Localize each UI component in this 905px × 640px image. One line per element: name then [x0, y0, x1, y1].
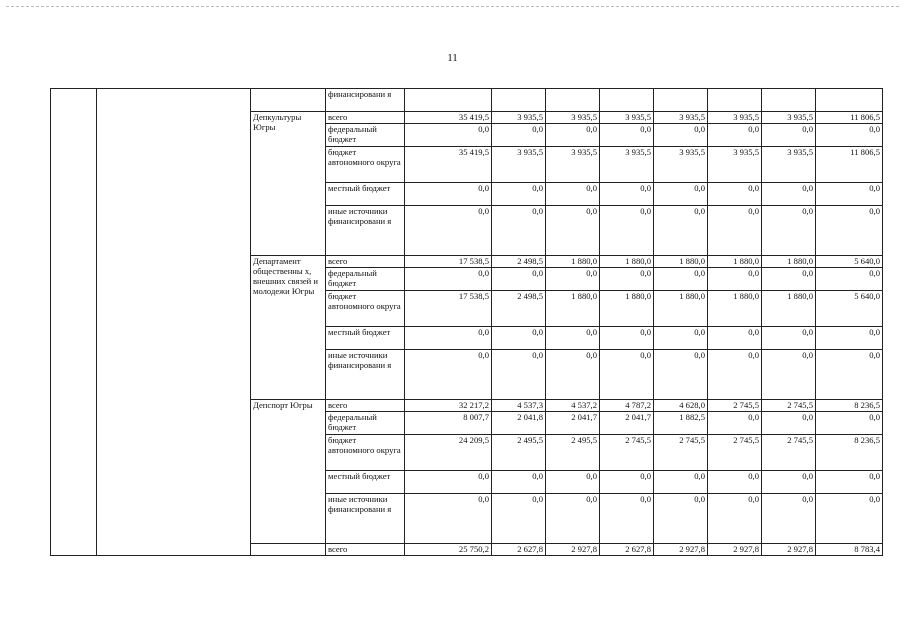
amount-cell: 0,0 [654, 350, 708, 400]
amount-cell: 0,0 [708, 327, 762, 350]
amount-cell: 35 419,5 [405, 112, 492, 124]
amount-cell: 0,0 [600, 327, 654, 350]
funding-source-label: бюджет автономного округа [326, 291, 405, 327]
funding-source-label: всего [326, 400, 405, 412]
amount-cell [546, 89, 600, 112]
funding-source-label: федеральный бюджет [326, 124, 405, 147]
empty-description-column [97, 89, 251, 556]
amount-cell: 0,0 [405, 350, 492, 400]
amount-cell: 0,0 [816, 183, 883, 206]
amount-cell: 1 880,0 [654, 256, 708, 268]
amount-cell: 11 806,5 [816, 112, 883, 124]
amount-cell: 0,0 [762, 183, 816, 206]
amount-cell: 25 750,2 [405, 544, 492, 556]
amount-cell: 0,0 [546, 494, 600, 544]
table-row [51, 89, 883, 112]
amount-cell: 0,0 [600, 268, 654, 291]
amount-cell: 2 495,5 [492, 435, 546, 471]
amount-cell: 2 745,5 [708, 400, 762, 412]
amount-cell: 2 498,5 [492, 256, 546, 268]
amount-cell: 3 935,5 [762, 112, 816, 124]
amount-cell: 24 209,5 [405, 435, 492, 471]
funding-source-label: федеральный бюджет [326, 412, 405, 435]
funding-source-label: бюджет автономного округа [326, 435, 405, 471]
amount-cell: 1 880,0 [708, 256, 762, 268]
amount-cell: 0,0 [546, 268, 600, 291]
amount-cell: 1 880,0 [762, 256, 816, 268]
amount-cell: 0,0 [762, 124, 816, 147]
amount-cell: 0,0 [708, 124, 762, 147]
amount-cell: 3 935,5 [708, 147, 762, 183]
amount-cell: 0,0 [816, 206, 883, 256]
amount-cell [600, 89, 654, 112]
amount-cell: 0,0 [546, 124, 600, 147]
amount-cell: 2 498,5 [492, 291, 546, 327]
funding-source-label: всего [326, 544, 405, 556]
amount-cell: 1 880,0 [708, 291, 762, 327]
funding-source-label: местный бюджет [326, 183, 405, 206]
amount-cell: 3 935,5 [600, 112, 654, 124]
amount-cell: 0,0 [708, 268, 762, 291]
amount-cell: 2 927,8 [762, 544, 816, 556]
amount-cell: 11 806,5 [816, 147, 883, 183]
amount-cell: 0,0 [762, 471, 816, 494]
amount-cell: 0,0 [405, 494, 492, 544]
amount-cell: 0,0 [600, 183, 654, 206]
amount-cell: 0,0 [762, 206, 816, 256]
funding-source-label: иные источники финансировани я [326, 494, 405, 544]
amount-cell: 2 495,5 [546, 435, 600, 471]
amount-cell: 0,0 [492, 327, 546, 350]
scan-top-edge [6, 6, 899, 7]
amount-cell: 4 787,2 [600, 400, 654, 412]
amount-cell: 4 537,3 [492, 400, 546, 412]
amount-cell: 8 007,7 [405, 412, 492, 435]
amount-cell: 0,0 [546, 471, 600, 494]
amount-cell: 2 927,8 [546, 544, 600, 556]
amount-cell: 0,0 [816, 124, 883, 147]
funding-source-label: финансировани я [326, 89, 405, 112]
amount-cell: 2 627,8 [492, 544, 546, 556]
funding-source-label: иные источники финансировани я [326, 206, 405, 256]
amount-cell: 0,0 [708, 350, 762, 400]
funding-source-label: федеральный бюджет [326, 268, 405, 291]
amount-cell: 4 537,2 [546, 400, 600, 412]
amount-cell: 3 935,5 [762, 147, 816, 183]
amount-cell: 5 640,0 [816, 291, 883, 327]
amount-cell: 8 783,4 [816, 544, 883, 556]
amount-cell: 0,0 [816, 268, 883, 291]
amount-cell: 0,0 [762, 268, 816, 291]
amount-cell [762, 89, 816, 112]
amount-cell: 0,0 [405, 268, 492, 291]
amount-cell: 2 745,5 [708, 435, 762, 471]
amount-cell: 0,0 [492, 494, 546, 544]
amount-cell: 0,0 [546, 206, 600, 256]
amount-cell [492, 89, 546, 112]
amount-cell: 0,0 [405, 471, 492, 494]
amount-cell: 0,0 [492, 471, 546, 494]
amount-cell: 0,0 [654, 494, 708, 544]
amount-cell: 0,0 [708, 183, 762, 206]
funding-source-label: всего [326, 112, 405, 124]
amount-cell: 17 538,5 [405, 291, 492, 327]
amount-cell: 0,0 [762, 350, 816, 400]
amount-cell: 0,0 [405, 183, 492, 206]
executor-cell: Департамент общественны х, внешних связей и молодежи Югры [251, 256, 326, 400]
amount-cell: 5 640,0 [816, 256, 883, 268]
amount-cell: 0,0 [492, 183, 546, 206]
amount-cell: 0,0 [816, 494, 883, 544]
amount-cell: 32 217,2 [405, 400, 492, 412]
budget-table [50, 88, 883, 556]
amount-cell: 0,0 [816, 327, 883, 350]
amount-cell: 0,0 [492, 350, 546, 400]
amount-cell: 3 935,5 [654, 147, 708, 183]
amount-cell: 2 745,5 [762, 400, 816, 412]
funding-source-label: иные источники финансировани я [326, 350, 405, 400]
amount-cell: 3 935,5 [708, 112, 762, 124]
executor-cell: Депспорт Югры [251, 400, 326, 544]
amount-cell: 2 041,8 [492, 412, 546, 435]
funding-source-label: местный бюджет [326, 471, 405, 494]
executor-cell [251, 89, 326, 112]
amount-cell: 0,0 [546, 327, 600, 350]
executor-cell: Депкультуры Югры [251, 112, 326, 256]
amount-cell: 0,0 [600, 494, 654, 544]
amount-cell: 1 882,5 [654, 412, 708, 435]
amount-cell: 8 236,5 [816, 400, 883, 412]
amount-cell: 0,0 [762, 494, 816, 544]
amount-cell: 0,0 [708, 206, 762, 256]
amount-cell: 0,0 [405, 124, 492, 147]
funding-source-label: местный бюджет [326, 327, 405, 350]
amount-cell [816, 89, 883, 112]
amount-cell: 0,0 [708, 494, 762, 544]
amount-cell: 0,0 [405, 327, 492, 350]
page-number: 11 [447, 52, 458, 64]
amount-cell: 3 935,5 [492, 147, 546, 183]
amount-cell: 0,0 [546, 183, 600, 206]
amount-cell: 1 880,0 [654, 291, 708, 327]
amount-cell: 0,0 [600, 471, 654, 494]
amount-cell: 1 880,0 [762, 291, 816, 327]
amount-cell: 2 927,8 [654, 544, 708, 556]
amount-cell: 0,0 [546, 350, 600, 400]
executor-cell [251, 544, 326, 556]
amount-cell: 3 935,5 [654, 112, 708, 124]
amount-cell: 0,0 [492, 268, 546, 291]
amount-cell: 0,0 [654, 206, 708, 256]
amount-cell: 2 745,5 [654, 435, 708, 471]
amount-cell: 2 745,5 [762, 435, 816, 471]
amount-cell: 0,0 [762, 412, 816, 435]
amount-cell: 2 041,7 [600, 412, 654, 435]
amount-cell: 3 935,5 [546, 112, 600, 124]
amount-cell: 0,0 [600, 124, 654, 147]
amount-cell: 8 236,5 [816, 435, 883, 471]
amount-cell: 2 627,8 [600, 544, 654, 556]
amount-cell: 3 935,5 [546, 147, 600, 183]
amount-cell: 0,0 [600, 206, 654, 256]
funding-source-label: всего [326, 256, 405, 268]
amount-cell [654, 89, 708, 112]
amount-cell: 0,0 [762, 327, 816, 350]
amount-cell: 1 880,0 [600, 291, 654, 327]
amount-cell: 2 745,5 [600, 435, 654, 471]
funding-source-label: бюджет автономного округа [326, 147, 405, 183]
amount-cell: 2 041,7 [546, 412, 600, 435]
amount-cell: 0,0 [816, 412, 883, 435]
amount-cell: 0,0 [492, 124, 546, 147]
amount-cell: 3 935,5 [492, 112, 546, 124]
amount-cell: 3 935,5 [600, 147, 654, 183]
amount-cell: 0,0 [708, 471, 762, 494]
amount-cell: 0,0 [816, 350, 883, 400]
empty-number-column [51, 89, 97, 556]
amount-cell: 1 880,0 [546, 256, 600, 268]
amount-cell: 1 880,0 [546, 291, 600, 327]
amount-cell: 4 628,0 [654, 400, 708, 412]
amount-cell: 0,0 [654, 268, 708, 291]
amount-cell: 0,0 [654, 471, 708, 494]
amount-cell: 0,0 [654, 124, 708, 147]
amount-cell [708, 89, 762, 112]
amount-cell: 0,0 [405, 206, 492, 256]
amount-cell: 0,0 [654, 327, 708, 350]
amount-cell: 17 538,5 [405, 256, 492, 268]
amount-cell: 35 419,5 [405, 147, 492, 183]
amount-cell: 2 927,8 [708, 544, 762, 556]
amount-cell: 0,0 [600, 350, 654, 400]
amount-cell: 0,0 [654, 183, 708, 206]
amount-cell: 0,0 [708, 412, 762, 435]
amount-cell: 0,0 [816, 471, 883, 494]
amount-cell: 0,0 [492, 206, 546, 256]
amount-cell [405, 89, 492, 112]
amount-cell: 1 880,0 [600, 256, 654, 268]
